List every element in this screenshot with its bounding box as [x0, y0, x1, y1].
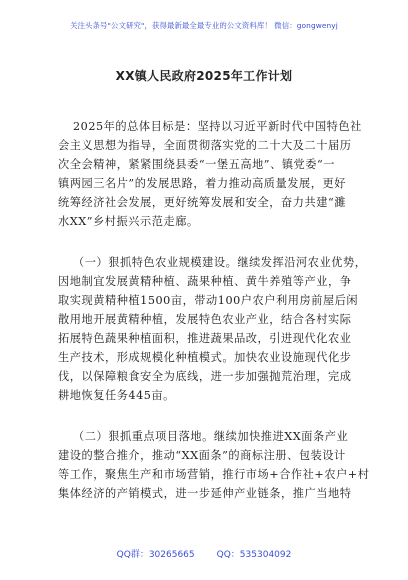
- paragraph-line: 耕地恢复任务445亩。: [58, 389, 175, 402]
- paragraph-line: （二）狠抓重点项目落地。继续加快推进XX面条产业: [73, 430, 349, 443]
- footer-qq-group: QQ群：30265665: [116, 550, 195, 560]
- paragraph-line: 2025年的总体目标是：坚持以习近平新时代中国特色社: [73, 120, 362, 133]
- footer-qq: QQ：535304092: [216, 550, 292, 560]
- paragraph-line: 伐，以保障粮食安全为底线，进一步加强抛荒治理，完成: [58, 370, 352, 383]
- paragraph-line: 取实现黄精种植1500亩，带动100户农户利用房前屋后闲: [58, 294, 359, 307]
- paragraph-line: （一）狠抓特色农业规模建设。继续发挥沿河农业优势，: [73, 256, 367, 269]
- header-note: 关注头条号"公文研究"，获得最新最全最专业的公文资料库！ 微信：gongwenyj: [70, 21, 338, 30]
- paragraph-line: 次全会精神，紧紧围绕县委“一堡五高地”、镇党委“一: [58, 158, 336, 171]
- paragraph-line: 水XX”乡村振兴示范走廊。: [58, 215, 199, 228]
- footer-contact: [0, 547, 408, 560]
- paragraph-line: 镇两园三名片”的发展思路，着力推动高质量发展，更好: [58, 177, 346, 190]
- paragraph-line: 等工作，聚焦生产和市场营销，推行市场+合作社+农户+村: [58, 468, 370, 481]
- paragraph-line: 生产技术，形成规模化种植模式。加快农业设施现代化步: [58, 351, 352, 364]
- paragraph-line: 因地制宜发展黄精种植、蔬果种植、黄牛养殖等产业，争: [58, 275, 352, 288]
- document-title: XX镇人民政府2025年工作计划: [115, 69, 293, 83]
- paragraph-line: 会主义思想为指导，全面贯彻落实党的二十大及二十届历: [58, 139, 352, 152]
- paragraph-line: 集体经济的产销模式，进一步延伸产业链条，推广当地特: [58, 487, 352, 500]
- paragraph-line: 建设的整合推介，推动“XX面条”的商标注册、包装设计: [58, 449, 346, 462]
- paragraph-line: 散用地开展黄精种植，发展特色农业产业，结合各村实际: [58, 313, 352, 326]
- paragraph-line: 拓展特色蔬果种植面积，推进蔬果品改，引进现代化农业: [58, 332, 352, 345]
- paragraph-line: 统筹经济社会发展，更好统筹发展和安全，奋力共建“濉: [58, 196, 346, 209]
